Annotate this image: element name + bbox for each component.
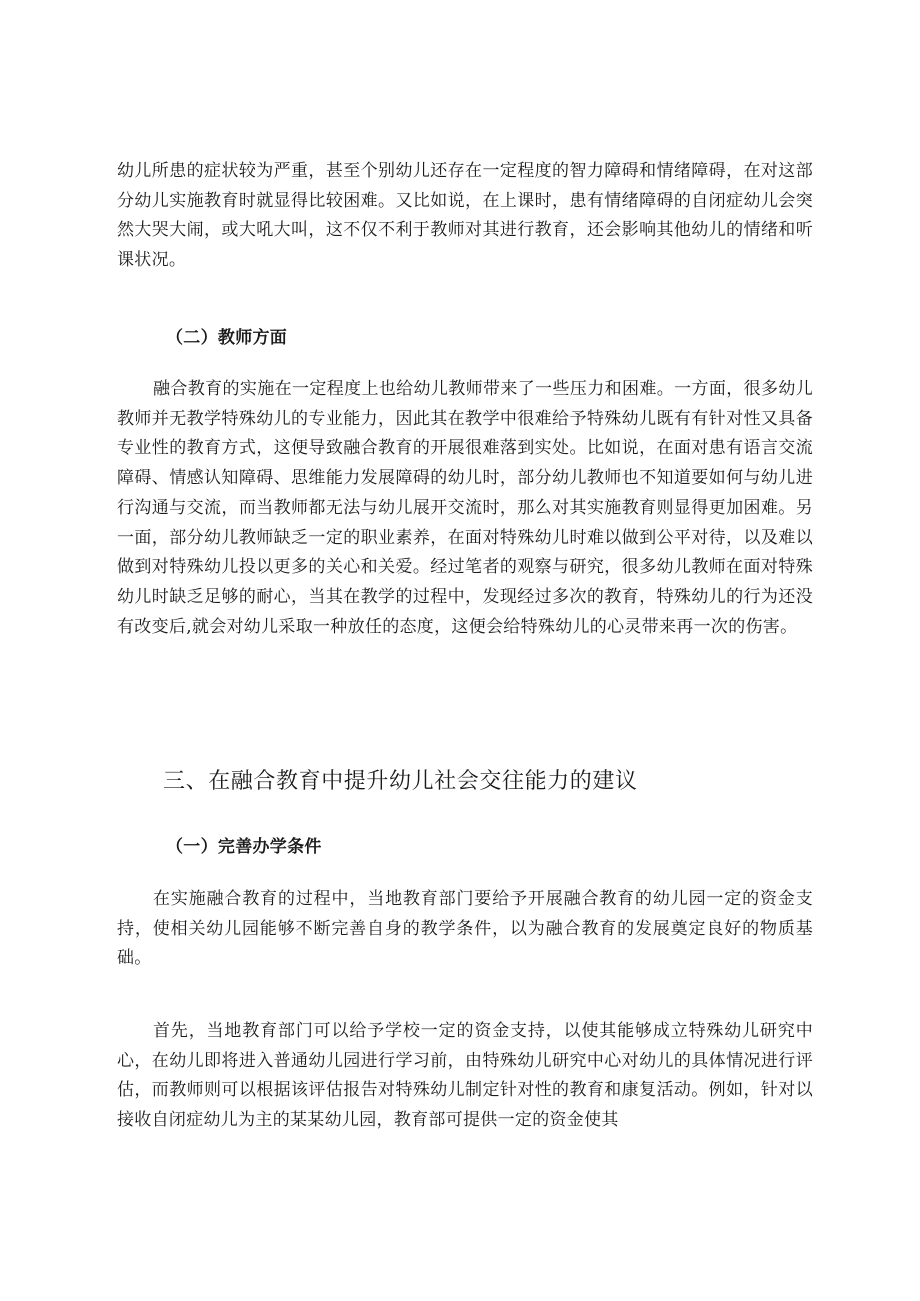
subheading-teacher-aspect: （二）教师方面 [166,328,288,348]
paragraph-teacher-difficulties: 融合教育的实施在一定程度上也给幼儿教师带来了一些压力和困难。一方面，很多幼儿教师并无教学特殊幼儿的专业能力，因此其在教学中很难给予特殊幼儿既有有针对性又具备专业性的教育方式，这便导致融合教育的开展很难落到实处。比如说，在面对患有语言交流障碍、情感认知障碍、思维能力发展障碍的幼儿时，部分幼儿教师也不知道要如何与幼儿进行沟通与交流，而当教师都无法与幼儿展开交流时，那么对其实施教育则显得更加困难。另一面，部分幼儿教师缺乏一定的职业素养，在面对特殊幼儿时难以做到公平对待，以及难以做到对特殊幼儿投以更多的关心和关爱。经过笔者的观察与研究，很多幼儿教师在面对特殊幼儿时缺乏足够的耐心，当其在教学的过程中，发现经过多次的教育，特殊幼儿的行为还没有改变后,就会对幼儿采取一种放任的态度，这便会给特殊幼儿的心灵带来再一次的伤害。 [117,379,813,637]
paragraph-funding-support: 在实施融合教育的过程中，当地教育部门要给予开展融合教育的幼儿园一定的资金支持，使相关幼儿园能够不断完善自身的教学条件，以为融合教育的发展奠定良好的物质基础。 [117,889,813,969]
subheading-improve-conditions: （一）完善办学条件 [166,837,322,857]
section-heading-suggestions: 三、在融合教育中提升幼儿社会交往能力的建议 [163,769,638,794]
paragraph-research-center: 首先，当地教育部门可以给予学校一定的资金支持，以使其能够成立特殊幼儿研究中心，在幼儿即将进入普通幼儿园进行学习前，由特殊幼儿研究中心对幼儿的具体情况进行评估，而教师则可以根据该评估报告对特殊幼儿制定针对性的教育和康复活动。例如，针对以接收自闭症幼儿为主的某某幼儿园，教育部可提供一定的资金使其 [117,1021,813,1131]
paragraph-symptoms-continued: 幼儿所患的症状较为严重，甚至个别幼儿还存在一定程度的智力障碍和情绪障碍，在对这部分幼儿实施教育时就显得比较困难。又比如说，在上课时，患有情绪障碍的自闭症幼儿会突然大哭大闹，或大吼大叫，这不仅不利于教师对其进行教育，还会影响其他幼儿的情绪和听课状况。 [117,161,813,271]
